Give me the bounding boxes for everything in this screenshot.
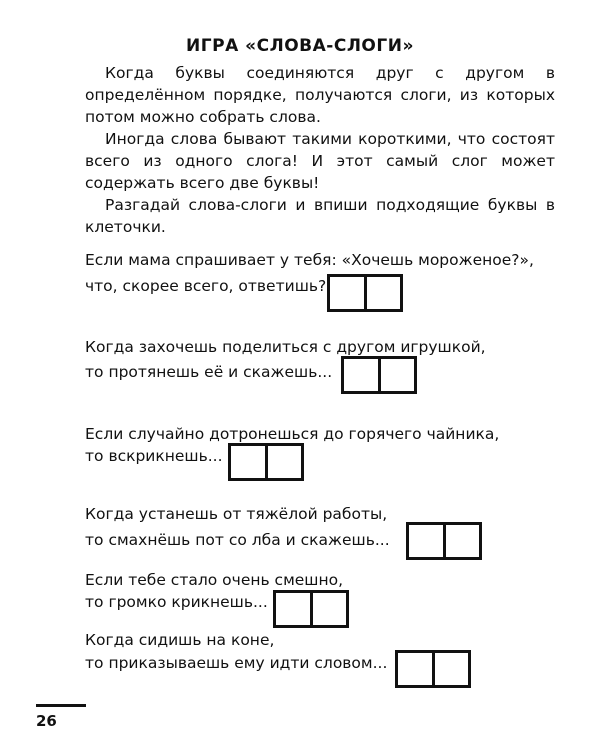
intro-paragraph: Иногда слова бывают такими короткими, что состоят всего из одного слога! И этот самый слог может содержать всего две буквы! <box>85 130 555 192</box>
question-1-line-2: что, скорее всего, ответишь? <box>85 277 327 295</box>
footer-rule <box>36 704 86 707</box>
answer-cell[interactable] <box>310 593 347 625</box>
answer-cell[interactable] <box>231 446 265 478</box>
question-4-line-2: то смахнёшь пот со лба и скажешь... <box>85 531 390 549</box>
answer-cell[interactable] <box>330 277 364 309</box>
intro-paragraph: Разгадай слова-слоги и впиши подходящие буквы в клеточки. <box>85 196 555 236</box>
answer-cell[interactable] <box>409 525 443 557</box>
answer-cell[interactable] <box>398 653 432 685</box>
question-6-line-1: Когда сидишь на коне, <box>85 631 275 649</box>
answer-cell[interactable] <box>364 277 401 309</box>
question-1-line-1: Если мама спрашивает у тебя: «Хочешь мороженое?», <box>85 251 534 269</box>
question-6-line-2: то приказываешь ему идти словом... <box>85 654 388 672</box>
question-3-line-2: то вскрикнешь... <box>85 447 223 465</box>
question-5-line-2: то громко крикнешь... <box>85 593 268 611</box>
page-number: 26 <box>36 712 57 730</box>
answer-cell[interactable] <box>344 359 378 391</box>
question-4-line-1: Когда устанешь от тяжёлой работы, <box>85 505 388 523</box>
question-3-line-1: Если случайно дотронешься до горячего чайника, <box>85 425 500 443</box>
intro-paragraph: Когда буквы соединяются друг с другом в определённом порядке, получаются слоги, из которых потом можно собрать слова. <box>85 64 555 126</box>
answer-boxes-2[interactable] <box>341 356 417 394</box>
answer-boxes-3[interactable] <box>228 443 304 481</box>
answer-cell[interactable] <box>265 446 302 478</box>
answer-cell[interactable] <box>276 593 310 625</box>
answer-cell[interactable] <box>378 359 415 391</box>
answer-boxes-5[interactable] <box>273 590 349 628</box>
question-2-line-1: Когда захочешь поделиться с другом игрушкой, <box>85 338 486 356</box>
answer-cell[interactable] <box>432 653 469 685</box>
intro-text <box>85 62 555 238</box>
question-2-line-2: то протянешь её и скажешь... <box>85 363 333 381</box>
page-title: ИГРА «СЛОВА-СЛОГИ» <box>186 36 414 56</box>
answer-boxes-4[interactable] <box>406 522 482 560</box>
answer-boxes-1[interactable] <box>327 274 403 312</box>
question-5-line-1: Если тебе стало очень смешно, <box>85 571 344 589</box>
answer-cell[interactable] <box>443 525 480 557</box>
answer-boxes-6[interactable] <box>395 650 471 688</box>
